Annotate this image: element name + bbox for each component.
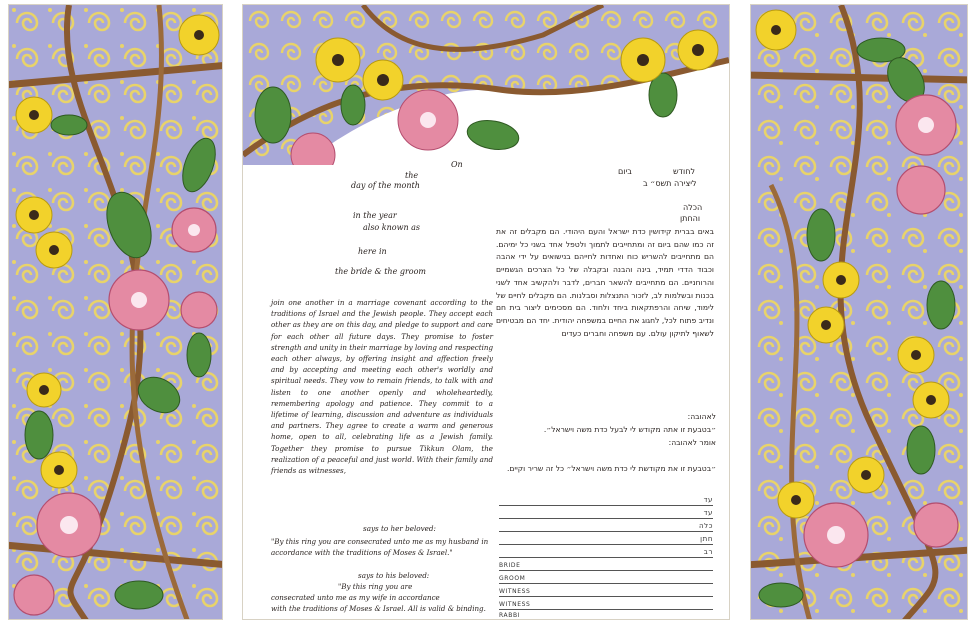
right-decorative-panel: [750, 4, 968, 620]
ketubah-text-panel: [242, 4, 730, 620]
english-body-paragraph: join one another in a marriage covenant according to the traditions of Israel and the Jewish people. They accept each other as they are on this day, and pledge to support and care for each other all future days. They promise to foster strength and unity in their marriage by loving and respecting each other always, by offering insight and affection freely and by accepting and meeting each other's worldly and spiritual needs. They vow to remain friends, to talk with and listen to one another openly and wholeheartedly, remembering apology and patience. They commit to a lifetime of learning, discussion and adventure as individuals and partners. They agree to create a warm and generous home, open to all, celebrating life as a Jewish family. Together they promise to pursue Tikkun Olam, the realization of a peaceful and just world. With their family and friends as witnesses,: [271, 298, 493, 476]
says-to-her-beloved: says to her beloved:: [363, 524, 436, 533]
sig-label-bride: BRIDE: [499, 562, 521, 569]
the-text: the: [405, 171, 419, 180]
signature-line-witness-hebrew-1[interactable]: [499, 494, 713, 506]
english-vow-two-c: with the traditions of Moses & Israel. All is valid & binding.: [271, 604, 486, 613]
signature-line-chatan[interactable]: [499, 533, 713, 545]
hebrew-leyetzira: ליצירה תשס״ ב: [643, 179, 697, 188]
signature-line-groom[interactable]: [499, 572, 713, 584]
here-in-text: here in: [358, 247, 387, 256]
hebrew-lahuvah: לאהובה:: [687, 412, 716, 421]
sig-label-chatan: חתן: [700, 535, 713, 543]
hebrew-lachodesh: לחודש: [673, 167, 695, 176]
english-vow-two-b: consecrated unto me as my wife in accordance: [271, 593, 440, 602]
right-stained-glass-art: [751, 5, 967, 619]
english-vow-one: "By this ring you are consecrated unto me as my husband in accordance with the traditions of Moses & Israel.": [271, 537, 489, 557]
hebrew-vow-two: ״בטבעת זו את מקודשת לי כדת משה וישראל‏״ כל זה שריר וקיים.: [506, 464, 716, 473]
in-the-year-text: in the year: [353, 211, 397, 220]
sig-label-rav: רב: [703, 548, 713, 556]
hebrew-vehechatan: והחתן: [680, 214, 701, 223]
left-decorative-panel: [8, 4, 223, 620]
top-floral-border: [243, 5, 729, 165]
hebrew-omer: אומר לאהובה:: [668, 438, 716, 447]
sig-label-ed2: עד: [703, 509, 713, 517]
signature-line-rav[interactable]: [499, 546, 713, 558]
left-stained-glass-art: [9, 5, 222, 619]
day-of-month-text: day of the month: [351, 181, 420, 190]
sig-label-kala: כלה: [698, 522, 713, 530]
hebrew-vow-one: ״בטבעת זו אתה מקודש לי לבעל כדת משה וישראל״.: [543, 425, 716, 434]
says-to-his-beloved: says to his beloved:: [358, 571, 430, 580]
sig-label-groom: GROOM: [499, 575, 526, 582]
signature-line-witness-1[interactable]: [499, 585, 713, 597]
sig-label-witness-2: WITNESS: [499, 601, 531, 608]
also-known-as-text: also known as: [363, 223, 421, 232]
sig-label-witness-1: WITNESS: [499, 588, 531, 595]
signature-line-witness-hebrew-2[interactable]: [499, 507, 713, 519]
sig-label-rabbi: RABBI: [499, 612, 521, 619]
signature-line-kala[interactable]: [499, 520, 713, 532]
hebrew-body-paragraph: באים בברית קידושין כדת ישראל והעם היהודי. הם מקבלים זה את זה כמו שהם ביום זה ומתחייבים לתמוך ולטפל אחד בשני כל ימיהם. הם מתחייבים להשריש כוח ואחדות לחייהם בנישואים על ידי אהבה וכבוד הדדי תמיד, בינה והבנה ובקבלה של כל הצרכים הגשמיים והרוחניים. הם מתחייבים להשאר חברים, לדבר ולהקשיב אחד לשני בכנות ובשלמות לב, לזכור התנצלות וסבלנות. הם מקבלים לחיים של לימוד, שיחה והרפתקאות ביחד ולחוד. הם מסכימים ליצור בית חם ונדיב פתוח לכל, לחגוג את החיים במשפחה יהודית. יחד הם מבטיחים לשאוף לתיקון עולם. עם משפחה וחברים כעדים: [496, 227, 714, 338]
hebrew-hakala: הכלה: [683, 203, 703, 212]
sig-label-ed1: עד: [703, 496, 713, 504]
hebrew-bayom: ביום: [618, 167, 632, 176]
signature-line-rabbi[interactable]: [499, 609, 713, 620]
on-text: On: [451, 160, 463, 169]
english-vow-two-a: "By this ring you are: [338, 582, 413, 591]
signature-line-bride[interactable]: [499, 559, 713, 571]
bride-groom-text: the bride & the groom: [335, 267, 427, 276]
